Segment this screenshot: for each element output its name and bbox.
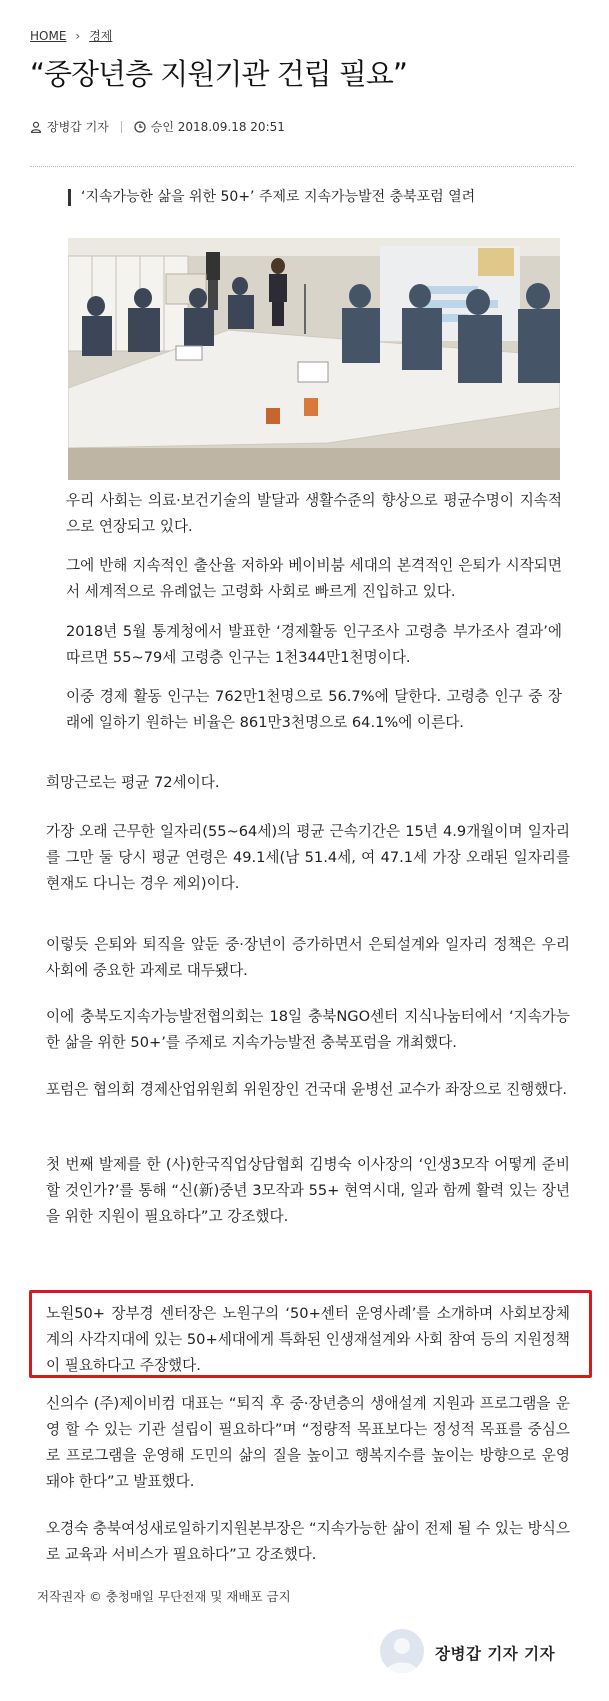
approved-time: 승인 2018.09.18 20:51	[150, 120, 285, 134]
article-subtitle: ‘지속가능한 삶을 위한 50+’ 주제로 지속가능발전 충북포럼 열려	[68, 189, 475, 206]
header-divider	[30, 166, 574, 167]
article-paragraph: 가장 오래 근무한 일자리(55~64세)의 평균 근속기간은 15년 4.9개월이며 일자리를 그만 둘 당시 평균 연령은 49.1세(남 51.4세, 여 47.1세 가장 오래된 일자리를 현재도 다니는 경우 제외)이다.	[46, 823, 570, 892]
breadcrumb-section-link[interactable]: 경제	[89, 29, 113, 43]
copyright-notice: 저작권자 © 충청매일 무단전재 및 재배포 금지	[37, 1589, 291, 1604]
user-icon	[30, 121, 42, 133]
reporter-avatar	[380, 1629, 424, 1673]
article-paragraph: 이중 경제 활동 인구는 762만1천명으로 56.7%에 달한다. 고령층 인구 중 장래에 일하기 원하는 비율은 861만3천명으로 64.1%에 이른다.	[66, 688, 562, 731]
highlighted-paragraph: 노원50+ 장부경 센터장은 노원구의 ‘50+센터 운영사례’를 소개하며 사회보장체계의 사각지대에 있는 50+세대에게 특화된 인생재설계와 사회 참여 등의 지원정책이 필요하다고 주장했다.	[46, 1305, 570, 1374]
clock-icon	[134, 121, 146, 133]
article-paragraph: 그에 반해 지속적인 출산율 저하와 베이비붐 세대의 본격적인 은퇴가 시작되면서 세계적으로 유례없는 고령화 사회로 빠르게 진입하고 있다.	[66, 557, 562, 600]
article-paragraph: 희망근로는 평균 72세이다.	[46, 774, 220, 791]
article-paragraph: 포럼은 협의회 경제산업위원회 위원장인 건국대 윤병선 교수가 좌장으로 진행했다.	[46, 1081, 568, 1098]
article-meta	[30, 118, 285, 135]
forum-photo	[68, 238, 560, 480]
reporter-card-name[interactable]: 장병갑 기자 기자	[435, 1645, 556, 1663]
article-paragraph: 첫 번째 발제를 한 (사)한국직업상담협회 김병숙 이사장의 ‘인생3모작 어떻게 준비 할 것인가?’를 통해 “신(新)중년 3모작과 55+ 현역시대, 일과 함께 활력 있는 장년을 위한 지원이 필요하다”고 강조했다.	[46, 1156, 570, 1225]
breadcrumb	[30, 27, 112, 44]
article-paragraph: 우리 사회는 의료·보건기술의 발달과 생활수준의 향상으로 평균수명이 지속적으로 연장되고 있다.	[66, 492, 562, 535]
article-paragraph: 오경숙 충북여성새로일하기지원본부장은 “지속가능한 삶이 전제 될 수 있는 방식으로 교육과 서비스가 필요하다”고 강조했다.	[46, 1520, 570, 1563]
meta-divider	[121, 121, 122, 133]
article-paragraph: 신의수 (주)제이비컴 대표는 “퇴직 후 중·장년층의 생애설계 지원과 프로그램을 운영 할 수 있는 기관 설립이 필요하다”며 “정량적 목표보다는 정성적 목표를 중심으로 프로그램을 운영해 도민의 삶의 질을 높이고 행복지수를 높이는 방향으로 운영돼야 한다”고 발표했다.	[46, 1395, 570, 1490]
article-paragraph: 이렇듯 은퇴와 퇴직을 앞둔 중·장년이 증가하면서 은퇴설계와 일자리 정책은 우리 사회에 중요한 과제로 대두됐다.	[46, 936, 570, 979]
article-paragraph: 2018년 5월 통계청에서 발표한 ‘경제활동 인구조사 고령층 부가조사 결과’에 따르면 55~79세 고령층 인구는 1천344만1천명이다.	[66, 623, 562, 666]
chevron-right-icon: ›	[75, 28, 81, 43]
article-title: “중장년층 지원기관 건립 필요”	[30, 57, 407, 91]
author-name[interactable]: 장병갑 기자	[47, 120, 109, 134]
breadcrumb-home-link[interactable]: HOME	[30, 28, 67, 43]
article-paragraph: 이에 충북도지속가능발전협의회는 18일 충북NGO센터 지식나눔터에서 ‘지속가능한 삶을 위한 50+’를 주제로 지속가능발전 충북포럼을 개최했다.	[46, 1008, 570, 1051]
